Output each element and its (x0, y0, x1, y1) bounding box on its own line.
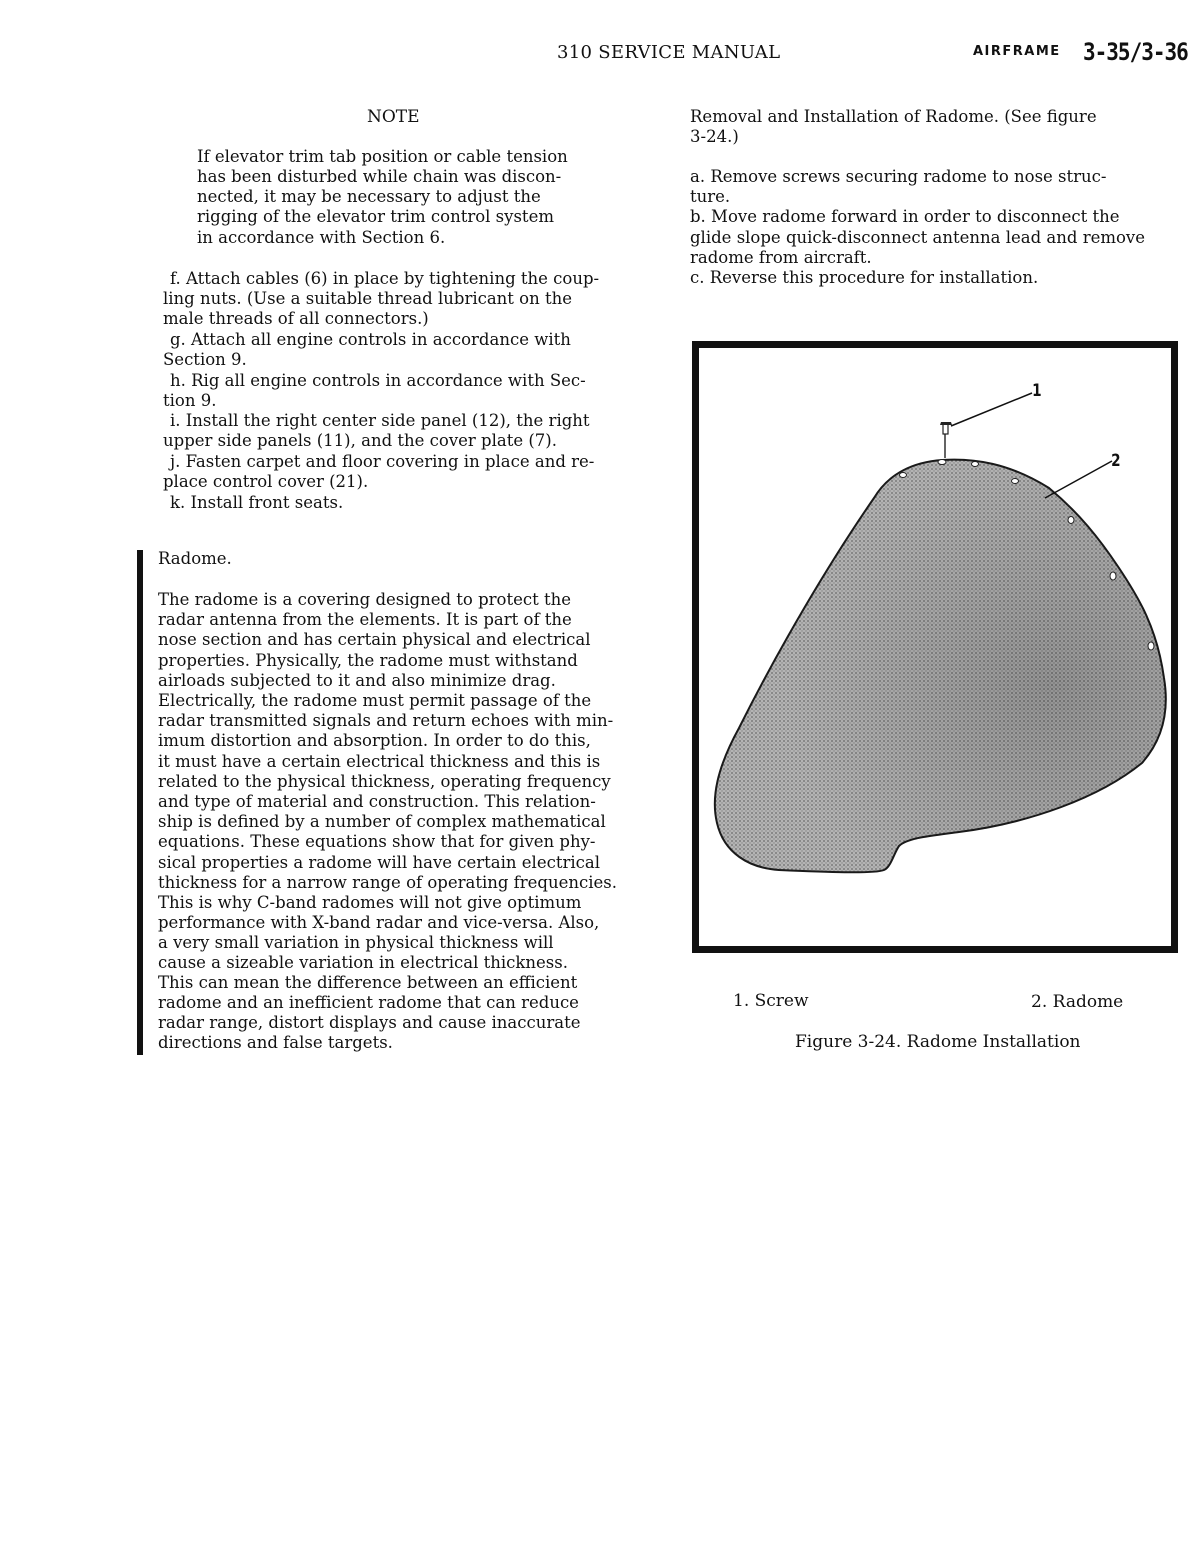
note-line: rigging of the elevator trim control system (197, 207, 554, 226)
radome-shading (715, 460, 1166, 873)
step-line: j. Fasten carpet and floor covering in place and re- (170, 452, 595, 471)
step-line: h. Rig all engine controls in accordance with Sec- (170, 371, 586, 390)
step-line: tion 9. (163, 391, 217, 410)
paragraph-line: This can mean the difference between an efficient (158, 973, 578, 992)
legend-screw: 1. Screw (733, 991, 809, 1011)
radome-heading: Radome. (158, 549, 232, 568)
screw-hole (1110, 572, 1116, 580)
note-line: has been disturbed while chain was discon- (197, 167, 562, 186)
paragraph-line: Electrically, the radome must permit passage of the (158, 691, 592, 710)
paragraph-line: This is why C-band radomes will not give optimum (158, 893, 582, 912)
screw-icon (940, 422, 952, 458)
step-line: upper side panels (11), and the cover plate (7). (163, 431, 557, 450)
step-line: a. Remove screws securing radome to nose struc- (690, 167, 1107, 186)
step-line: ture. (690, 187, 731, 206)
screw-hole (1068, 517, 1074, 524)
step-line: ling nuts. (Use a suitable thread lubricant on the (163, 289, 573, 308)
paragraph-line: radome and an inefficient radome that can reduce (158, 993, 579, 1012)
paragraph-line: and type of material and construction. This relation- (158, 792, 596, 811)
revision-change-bar (137, 550, 143, 1055)
manual-title: 310 SERVICE MANUAL (557, 42, 781, 63)
heading-line: Removal and Installation of Radome. (See figure (690, 107, 1097, 126)
paragraph-line: radar transmitted signals and return echoes with min- (158, 711, 614, 730)
step-line: b. Move radome forward in order to disconnect the (690, 207, 1120, 226)
legend-radome: 2. Radome (1031, 992, 1124, 1012)
note-line: nected, it may be necessary to adjust the (197, 187, 541, 206)
screw-hole (900, 473, 907, 478)
paragraph-line: ship is defined by a number of complex mathematical (158, 812, 606, 831)
screw-hole (1012, 479, 1019, 484)
leader-line-1 (951, 393, 1032, 426)
step-line: male threads of all connectors.) (163, 309, 429, 328)
leader-line-2 (1045, 461, 1112, 498)
paragraph-line: thickness for a narrow range of operating frequencies. (158, 873, 618, 892)
note-line: If elevator trim tab position or cable tension (197, 147, 568, 166)
step-line: k. Install front seats. (170, 493, 344, 512)
paragraph-line: performance with X-band radar and vice-versa. Also, (158, 913, 600, 932)
paragraph-line: nose section and has certain physical and electrical (158, 630, 591, 649)
paragraph-line: equations. These equations show that for given phy- (158, 832, 596, 851)
paragraph-line: cause a sizeable variation in electrical thickness. (158, 953, 568, 972)
step-line: g. Attach all engine controls in accordance with (170, 330, 571, 349)
paragraph-line: sical properties a radome will have certain electrical (158, 853, 600, 872)
paragraph-line: airloads subjected to it and also minimize drag. (158, 671, 556, 690)
page-number: 3-35/3-36 (1083, 38, 1188, 66)
step-line: Section 9. (163, 350, 247, 369)
section-label: AIRFRAME (973, 44, 1061, 59)
paragraph-line: radar range, distort displays and cause inaccurate (158, 1013, 581, 1032)
screw-hole (972, 462, 979, 467)
step-line: i. Install the right center side panel (12), the right (170, 411, 590, 430)
screw-hole (938, 460, 946, 465)
step-line: glide slope quick-disconnect antenna lead and remove (690, 228, 1146, 247)
step-line: c. Reverse this procedure for installation. (690, 268, 1039, 287)
step-line: f. Attach cables (6) in place by tightening the coup- (170, 269, 600, 288)
paragraph-line: a very small variation in physical thickness will (158, 933, 554, 952)
paragraph-line: it must have a certain electrical thickness and this is (158, 752, 601, 771)
paragraph-line: radar antenna from the elements. It is part of the (158, 610, 572, 629)
figure-caption: Figure 3-24. Radome Installation (795, 1032, 1081, 1052)
step-line: radome from aircraft. (690, 248, 872, 267)
paragraph-line: properties. Physically, the radome must withstand (158, 651, 578, 670)
screw-hole (1148, 642, 1154, 650)
radome-illustration (699, 348, 1171, 946)
paragraph-line: related to the physical thickness, operating frequency (158, 772, 611, 791)
note-title: NOTE (367, 107, 420, 127)
step-line: place control cover (21). (163, 472, 369, 491)
heading-line: 3-24.) (690, 127, 739, 146)
paragraph-line: The radome is a covering designed to protect the (158, 590, 572, 609)
paragraph-line: directions and false targets. (158, 1033, 393, 1052)
callout-2: 2 (1111, 451, 1121, 471)
callout-1: 1 (1032, 381, 1042, 401)
radome-figure-frame (692, 341, 1178, 953)
note-line: in accordance with Section 6. (197, 228, 446, 247)
paragraph-line: imum distortion and absorption. In order to do this, (158, 731, 591, 750)
